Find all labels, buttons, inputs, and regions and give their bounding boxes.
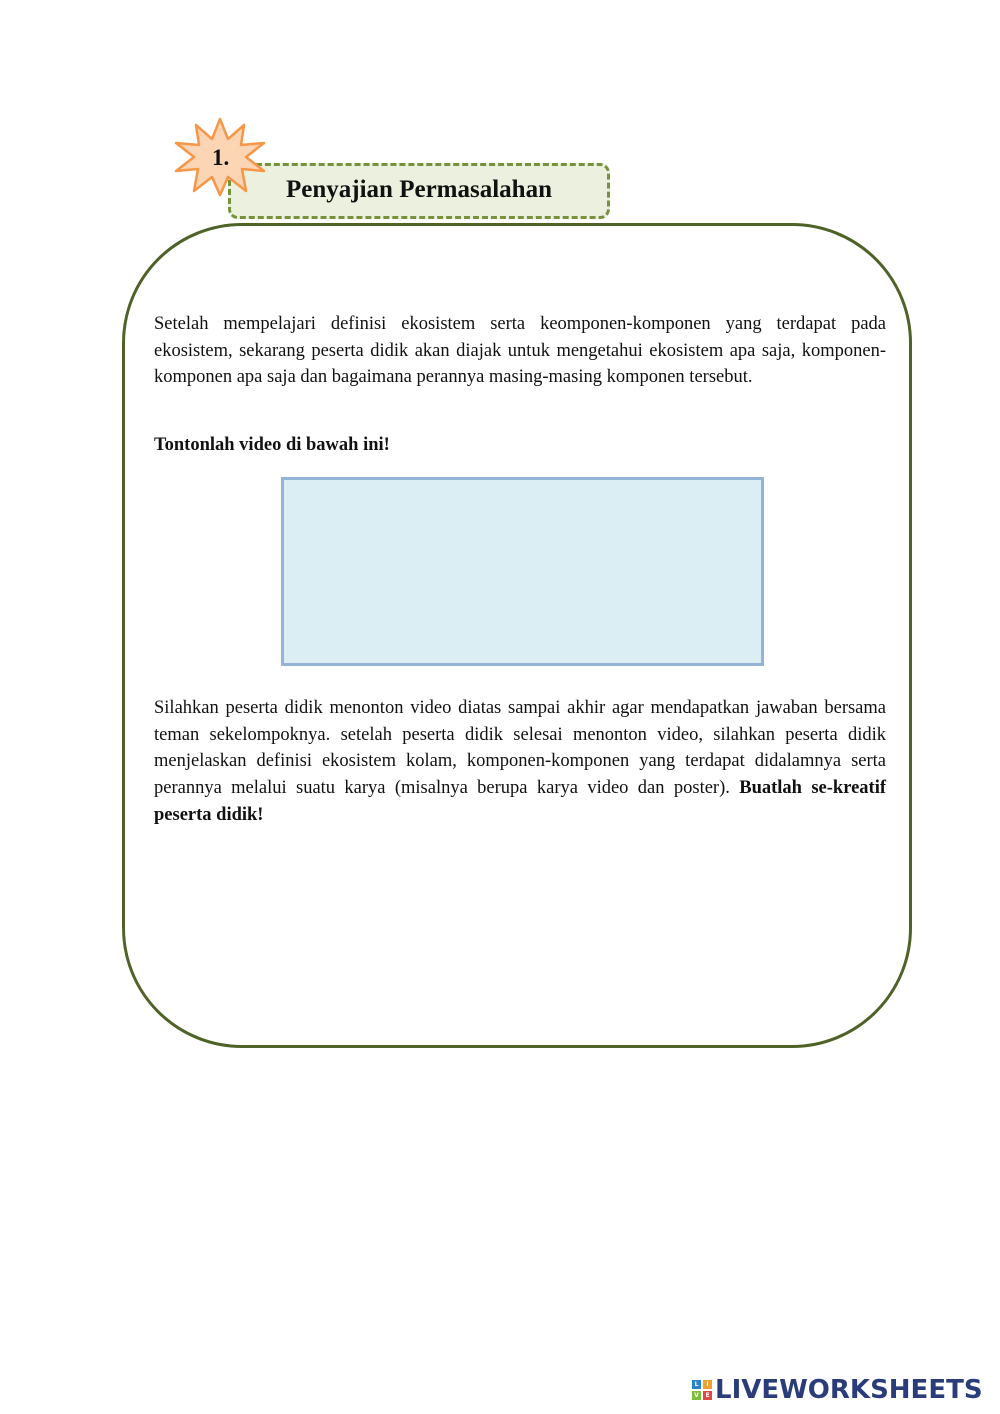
closing-bold-text: Buatlah se-kreatif peserta didik! bbox=[154, 778, 886, 825]
intro-paragraph: Setelah mempelajari definisi ekosistem serta keomponen-komponen yang terdapat pada ekosistem, sekarang peserta didik akan diajak untuk mengetahui ekosistem apa saja, komponen-komponen apa saja dan bagaimana perannya masing-masing komponen tersebut. bbox=[154, 314, 886, 388]
section-title-tab bbox=[228, 163, 610, 219]
followup-paragraph: Silahkan peserta didik menonton video diatas sampai akhir agar mendapatkan jawaban bersama teman sekelompoknya. setelah peserta didik selesai menonton video, silahkan peserta didik menjelaskan definisi ekosistem kolam, komponen-komponen yang terdapat didalamnya serta perannya melalui suatu karya (misalnya berupa karya video dan poster). bbox=[154, 698, 886, 799]
video-instruction: Tontonlah video di bawah ini! bbox=[154, 435, 390, 455]
section-title: Penyajian Permasalahan bbox=[286, 176, 552, 203]
liveworksheets-logo bbox=[692, 1375, 983, 1405]
logo-mark-letter: V bbox=[692, 1391, 701, 1400]
logo-mark-letter: E bbox=[703, 1391, 712, 1400]
logo-text: LIVEWORKSHEETS bbox=[715, 1375, 983, 1405]
followup-paragraph-block bbox=[154, 695, 886, 829]
video-placeholder[interactable] bbox=[281, 477, 764, 666]
section-number: 1. bbox=[212, 145, 230, 170]
logo-mark-icon bbox=[692, 1380, 712, 1400]
logo-mark-letter: I bbox=[703, 1380, 712, 1389]
logo-mark-letter: L bbox=[692, 1380, 701, 1389]
